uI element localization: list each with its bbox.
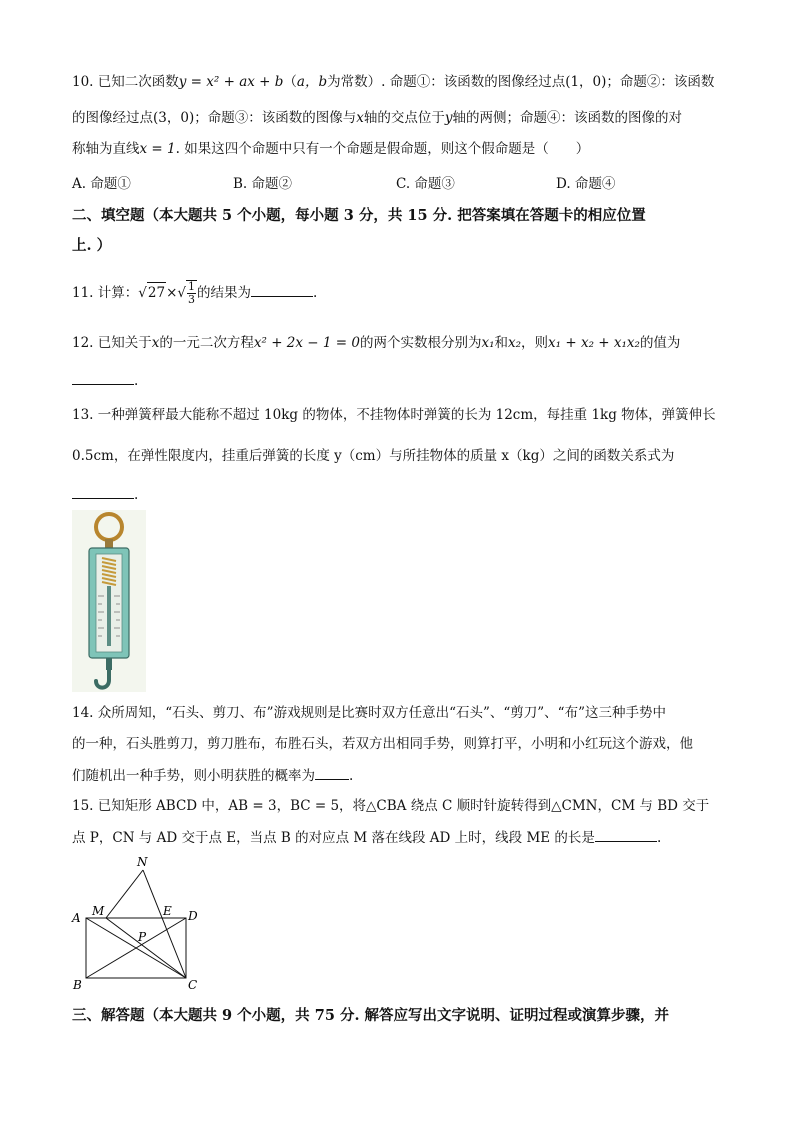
segment-mn: [106, 870, 143, 918]
answer-blank[interactable]: [595, 827, 657, 842]
answer-blank[interactable]: [315, 765, 349, 780]
q12-text-4: ，则: [521, 335, 549, 351]
q10-line1: [72, 72, 714, 92]
geometry-figure: [68, 852, 208, 992]
q10-text-4: 轴的交点位于: [363, 110, 445, 126]
label-d: D: [188, 909, 198, 923]
q10-x-var: x: [356, 110, 364, 126]
q10-option-b: B. 命题②: [233, 176, 293, 192]
q10-text-2: 为常数）. 命题①：该函数的图像经过点(1，0)；命题②：该函数: [327, 74, 715, 90]
q10-formula: y = x² + ax + b: [178, 74, 284, 90]
q10-text: 10. 已知二次函数: [72, 74, 179, 90]
q10-text-6: 称轴为直线: [72, 141, 140, 157]
label-b: B: [73, 978, 82, 992]
q10-params: a，b: [296, 74, 328, 90]
label-e: E: [163, 904, 172, 918]
q12-text-3: 的两个实数根分别为: [359, 335, 482, 351]
q10-axis-formula: x = 1: [139, 141, 176, 157]
q11: [72, 280, 317, 306]
spring-scale-image: [72, 510, 146, 692]
q12-expression: x₁ + x₂ + x₁x₂: [548, 335, 640, 351]
q10-text-7: . 如果这四个命题中只有一个命题是假命题，则这个假命题是（ ）: [175, 141, 590, 157]
q11-times: ×: [166, 285, 178, 301]
q12-equation: x² + 2x − 1 = 0: [253, 335, 360, 351]
label-p: P: [138, 930, 147, 944]
answer-blank[interactable]: [72, 484, 134, 499]
sqrt-icon: √: [138, 285, 147, 301]
q10-option-a: A. 命题①: [72, 176, 131, 192]
sqrt-icon: √: [177, 285, 186, 301]
q10-option-d: D. 命题④: [556, 176, 616, 192]
q11-text: 11. 计算：: [72, 285, 139, 301]
q12-period: .: [134, 373, 139, 389]
answer-blank[interactable]: [72, 370, 134, 385]
q14-line2: 的一种，石头胜剪刀，剪刀胜布，布胜石头，若双方出相同手势，则算打平，小明和小红玩这个游戏，他: [72, 736, 693, 752]
q12-x1: x₁: [481, 335, 495, 351]
q12-text-5: 的值为: [639, 335, 681, 351]
q10-line2: [72, 108, 682, 128]
q13-line2: 0.5cm，在弹性限度内，挂重后弹簧的长度 y（cm）与所挂物体的质量 x（kg）之间的函数关系式为: [72, 448, 675, 464]
q10-y-var: y: [444, 110, 453, 126]
q10-paren: （: [283, 74, 297, 90]
section3-heading: 三、解答题（本大题共 9 个小题，共 75 分. 解答应写出文字说明、证明过程或演算步骤，并: [72, 1007, 670, 1024]
q14-period: .: [349, 768, 354, 784]
q15-period: .: [656, 830, 662, 846]
label-n: N: [137, 855, 148, 869]
q13-line3: [72, 484, 138, 505]
q12-x: x: [151, 335, 160, 351]
q10-option-c: C. 命题③: [396, 176, 455, 192]
q11-denominator: 3: [187, 293, 195, 306]
label-m: M: [92, 904, 105, 918]
section2-heading-line1: 二、填空题（本大题共 5 个小题，每小题 3 分，共 15 分. 把答案填在答题卡的相应位置: [72, 207, 646, 224]
q12-line2: [72, 370, 138, 391]
section2-heading-line2: 上. ）: [72, 237, 112, 254]
q10-text-5: 轴的两侧；命题④：该函数的图像的对: [452, 110, 682, 126]
q12-and: 和: [494, 335, 509, 351]
q14-line1: 14. 众所周知，“石头、剪刀、布”游戏规则是比赛时双方任意出“石头”、“剪刀”、“布”这三种手势中: [72, 705, 666, 721]
answer-blank[interactable]: [251, 282, 313, 297]
q11-radicand: 27: [147, 282, 166, 303]
q15-line1: 15. 已知矩形 ABCD 中，AB = 3，BC = 5，将△CBA 绕点 C 顺时针旋转得到△CMN，CM 与 BD 交于: [72, 798, 710, 814]
q12-text-2: 的一元二次方程: [159, 335, 254, 351]
label-c: C: [188, 978, 198, 992]
q14-text: 们随机出一种手势，则小明获胜的概率为: [72, 768, 315, 784]
q10-line3: [72, 139, 589, 159]
q12-line1: [72, 333, 680, 353]
q15-line2: [72, 827, 661, 848]
q11-fraction: [187, 281, 196, 306]
q12-text: 12. 已知关于: [72, 335, 152, 351]
q11-period: .: [312, 285, 318, 301]
q13-period: .: [134, 487, 139, 503]
label-a: A: [72, 911, 81, 925]
q13-line1: 13. 一种弹簧秤最大能称不超过 10kg 的物体，不挂物体时弹簧的长为 12cm，每挂重 1kg 物体，弹簧伸长: [72, 407, 716, 423]
q12-x2: x₂: [508, 335, 522, 351]
q11-numerator: 1: [187, 280, 195, 293]
q11-text-2: 的结果为: [196, 285, 251, 301]
q10-text-3: 的图像经过点(3，0)；命题③：该函数的图像与: [72, 110, 357, 126]
q15-text: 点 P，CN 与 AD 交于点 E，当点 B 的对应点 M 落在线段 AD 上时，线段 ME 的长是: [72, 830, 595, 846]
q14-line3: [72, 765, 353, 786]
